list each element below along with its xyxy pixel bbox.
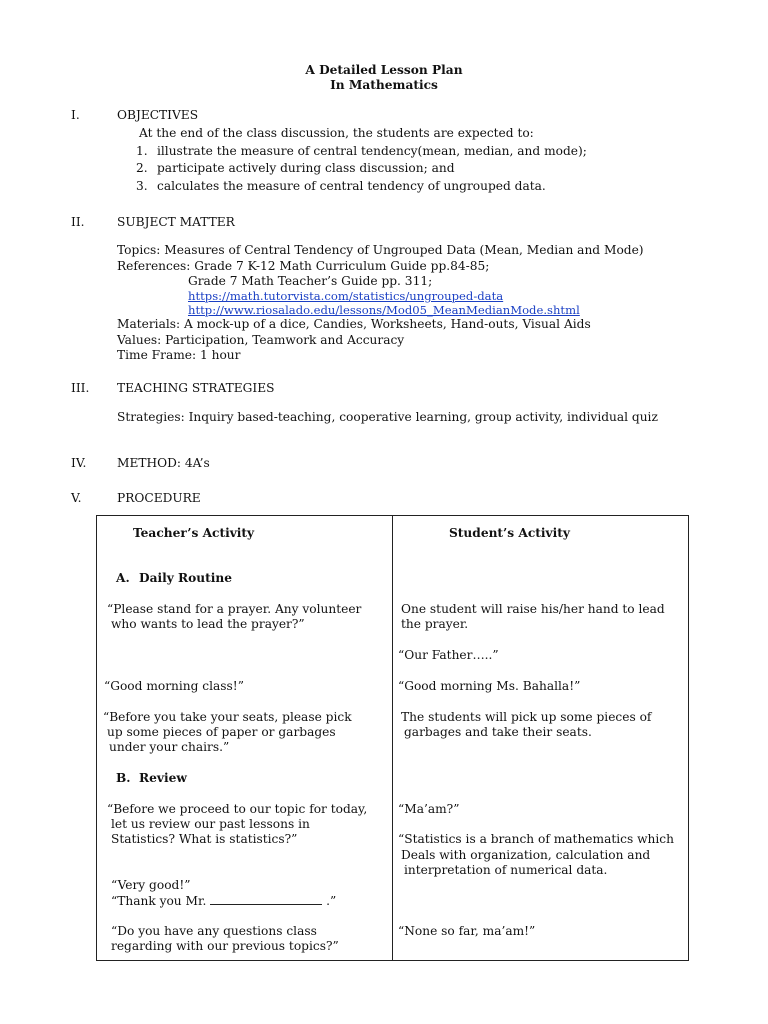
section-heading-teaching-strategies: TEACHING STRATEGIES: [117, 381, 275, 395]
teacher-line: “Please stand for a prayer. Any volunteer: [107, 602, 362, 616]
teacher-line: who wants to lead the prayer?”: [111, 617, 305, 631]
teacher-line: “Do you have any questions class: [111, 924, 317, 938]
teacher-line: regarding with our previous topics?”: [111, 939, 339, 953]
reference-teachers-guide: Grade 7 Math Teacher’s Guide pp. 311;: [188, 274, 433, 288]
section-number-procedure: V.: [71, 491, 82, 505]
teacher-line: “Before you take your seats, please pick: [103, 710, 352, 724]
topics-line: Topics: Measures of Central Tendency of Ungrouped Data (Mean, Median and Mode): [117, 243, 644, 257]
reference-link-tutorvista[interactable]: [188, 289, 503, 304]
daily-routine-letter: A.: [116, 571, 130, 585]
teacher-line: up some pieces of paper or garbages: [107, 725, 336, 739]
riosalado-link[interactable]: http://www.riosalado.edu/lessons/Mod05_MeanMedianMode.shtml: [188, 303, 580, 317]
student-line: “Ma’am?”: [398, 802, 460, 816]
student-line: “Good morning Ms. Bahalla!”: [398, 679, 581, 693]
objective-number: 2.: [136, 161, 148, 175]
materials-line: Materials: A mock-up of a dice, Candies, Worksheets, Hand-outs, Visual Aids: [117, 317, 591, 331]
objective-number: 3.: [136, 179, 148, 193]
teacher-line-end: .”: [326, 894, 337, 908]
teacher-line: let us review our past lessons in: [111, 817, 310, 831]
student-line: “None so far, ma’am!”: [398, 924, 536, 938]
reference-link-riosalado[interactable]: [188, 303, 580, 318]
objective-text: calculates the measure of central tendency of ungrouped data.: [157, 179, 546, 193]
section-heading-subject-matter: SUBJECT MATTER: [117, 215, 235, 229]
objective-text: illustrate the measure of central tendency(mean, median, and mode);: [157, 144, 587, 158]
teacher-line: “Very good!”: [111, 878, 191, 892]
student-line: interpretation of numerical data.: [404, 863, 608, 877]
student-line: garbages and take their seats.: [404, 725, 592, 739]
objectives-intro: At the end of the class discussion, the students are expected to:: [139, 126, 534, 140]
teacher-line: “Before we proceed to our topic for today,: [107, 802, 368, 816]
document-title: A Detailed Lesson Plan: [305, 63, 463, 77]
section-number-method: IV.: [71, 456, 87, 470]
tutorvista-link[interactable]: https://math.tutorvista.com/statistics/ungrouped-data: [188, 289, 504, 303]
student-line: Deals with organization, calculation and: [401, 848, 651, 862]
teacher-activity-header: Teacher’s Activity: [133, 526, 255, 540]
blank-name-field: [210, 893, 322, 905]
student-line: “Statistics is a branch of mathematics which: [398, 832, 674, 846]
objective-number: 1.: [136, 144, 148, 158]
objective-text: participate actively during class discussion; and: [157, 161, 455, 175]
time-frame-line: Time Frame: 1 hour: [117, 348, 241, 362]
section-heading-objectives: OBJECTIVES: [117, 108, 199, 122]
teacher-line: “Thank you Mr.: [111, 894, 207, 908]
section-number-teaching-strategies: III.: [71, 381, 90, 395]
student-line: The students will pick up some pieces of: [401, 710, 652, 724]
document-subtitle: In Mathematics: [330, 78, 438, 92]
values-line: Values: Participation, Teamwork and Accuracy: [117, 333, 405, 347]
section-number-objectives: I.: [71, 108, 80, 122]
section-number-subject-matter: II.: [71, 215, 85, 229]
student-line: “Our Father…..”: [398, 648, 499, 662]
teacher-line: Statistics? What is statistics?”: [111, 832, 298, 846]
section-heading-method: METHOD: 4A’s: [117, 456, 210, 470]
daily-routine-title: Daily Routine: [139, 571, 233, 585]
references-line: References: Grade 7 K-12 Math Curriculum Guide pp.84-85;: [117, 259, 490, 273]
column-divider: [392, 516, 393, 960]
review-letter: B.: [116, 771, 131, 785]
teacher-thank-you-line: [111, 893, 336, 909]
student-activity-header: Student’s Activity: [449, 526, 570, 540]
strategies-line: Strategies: Inquiry based-teaching, cooperative learning, group activity, individual quiz: [117, 410, 658, 424]
student-line: One student will raise his/her hand to lead: [401, 602, 665, 616]
student-line: the prayer.: [401, 617, 469, 631]
review-title: Review: [139, 771, 187, 785]
section-heading-procedure: PROCEDURE: [117, 491, 201, 505]
teacher-line: under your chairs.”: [109, 740, 230, 754]
teacher-line: “Good morning class!”: [104, 679, 244, 693]
